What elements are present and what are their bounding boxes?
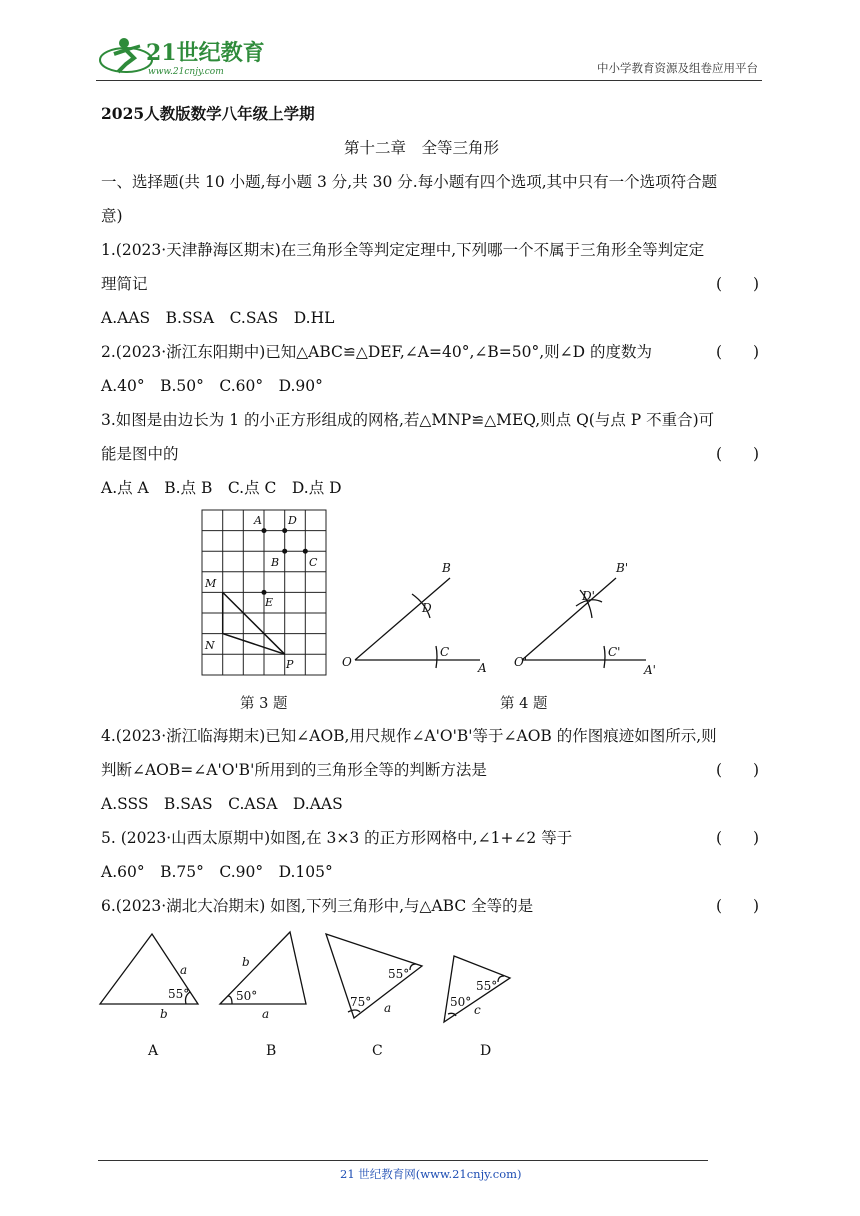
label-b-prime: B': [616, 561, 629, 575]
q4-caption: 第 4 题: [500, 696, 548, 712]
q3-text: 3.如图是由边长为 1 的小正方形组成的网格,若△MNP≌△MEQ,则点 Q(与点 P 不重合)可: [101, 411, 715, 429]
label-d: D: [422, 601, 432, 615]
q5-answer-blank: ( ): [716, 829, 760, 847]
grid-label-m: M: [205, 577, 217, 590]
tri-d-side-c: c: [474, 1003, 481, 1017]
label-a: A: [478, 661, 487, 675]
logo-text: 21世纪教育: [146, 40, 265, 66]
label-a-prime: A': [644, 663, 656, 677]
q1-options: A.AAS B.SSA C.SAS D.HL: [101, 309, 335, 327]
q4-angle-figure: [340, 556, 660, 682]
section-heading-line2: 意): [101, 207, 123, 225]
q4-answer-blank: ( ): [716, 761, 760, 779]
tri-label-b: B: [266, 1043, 277, 1059]
tri-label-c: C: [372, 1043, 383, 1059]
tri-b-side-b: b: [242, 955, 250, 969]
label-b: B: [442, 561, 451, 575]
tri-a-side-b: b: [160, 1007, 168, 1021]
label-d-prime: D': [582, 589, 595, 603]
q1-text-cont: 理简记: [101, 275, 148, 293]
tri-b-angle: 50°: [236, 989, 258, 1003]
tri-b-side-a: a: [262, 1007, 270, 1021]
q5-text: 5. (2023·山西太原期中)如图,在 3×3 的正方形网格中,∠1+∠2 等于: [101, 829, 573, 847]
section-heading-line1: 一、选择题(共 10 小题,每小题 3 分,共 30 分.每小题有四个选项,其中只有一个选项符合题: [101, 173, 718, 191]
footer-text: 21 世纪教育网(www.21cnjy.com): [340, 1167, 522, 1181]
q6-answer-blank: ( ): [716, 897, 760, 915]
tri-c-angle1: 55°: [388, 967, 410, 981]
tri-d-angle2: 50°: [450, 995, 472, 1009]
q4-text-cont: 判断∠AOB=∠A'O'B'所用到的三角形全等的判断方法是: [101, 761, 487, 779]
grid-label-d: D: [288, 514, 297, 527]
q2-options: A.40° B.50° C.60° D.90°: [101, 377, 323, 395]
page-header: [96, 34, 762, 81]
q4-text: 4.(2023·浙江临海期末)已知∠AOB,用尺规作∠A'O'B'等于∠AOB 的作图痕迹如图所示,则: [101, 727, 717, 745]
q1-text: 1.(2023·天津静海区期末)在三角形全等判定定理中,下列哪一个不属于三角形全等判定定: [101, 241, 705, 259]
chapter-title: 第十二章 全等三角形: [344, 139, 500, 157]
q6-text: 6.(2023·湖北大冶期末) 如图,下列三角形中,与△ABC 全等的是: [101, 897, 534, 915]
logo-icon: [96, 34, 266, 80]
q6-triangles-figure: [96, 928, 516, 1068]
q3-grid-figure: [200, 508, 330, 678]
q2-answer-blank: ( ): [716, 343, 760, 361]
label-c: C: [440, 645, 450, 659]
tri-label-d: D: [480, 1043, 492, 1059]
q3-caption: 第 3 题: [240, 696, 288, 712]
grid-label-b: B: [271, 556, 280, 569]
tri-label-a: A: [148, 1043, 159, 1059]
q2-text: 2.(2023·浙江东阳期中)已知△ABC≌△DEF,∠A=40°,∠B=50°,则∠D 的度数为: [101, 343, 653, 361]
q1-answer-blank: ( ): [716, 275, 760, 293]
q4-options: A.SSS B.SAS C.ASA D.AAS: [101, 795, 343, 813]
grid-label-p: P: [286, 658, 294, 671]
footer-divider: [98, 1160, 708, 1161]
tri-d-angle1: 55°: [476, 979, 498, 993]
site-name: 中小学教育资源及组卷应用平台: [597, 61, 758, 75]
label-c-prime: C': [608, 645, 621, 659]
logo-url: www.21cnjy.com: [148, 67, 224, 77]
grid-label-e: E: [265, 596, 274, 609]
tri-a-side-a: a: [180, 963, 188, 977]
tri-c-side-a: a: [384, 1001, 392, 1015]
q5-options: A.60° B.75° C.90° D.105°: [101, 863, 333, 881]
q3-text-cont: 能是图中的: [101, 445, 179, 463]
q3-answer-blank: ( ): [716, 445, 760, 463]
label-o-prime: O': [514, 655, 528, 669]
label-o: O: [342, 655, 352, 669]
tri-a-angle: 55°: [168, 987, 190, 1001]
q3-options: A.点 A B.点 B C.点 C D.点 D: [101, 479, 342, 497]
grid-label-a: A: [254, 514, 262, 527]
doc-title: 2025人教版数学八年级上学期: [101, 104, 315, 123]
tri-c-angle2: 75°: [350, 995, 372, 1009]
grid-label-c: C: [309, 556, 318, 569]
grid-label-n: N: [205, 639, 215, 652]
